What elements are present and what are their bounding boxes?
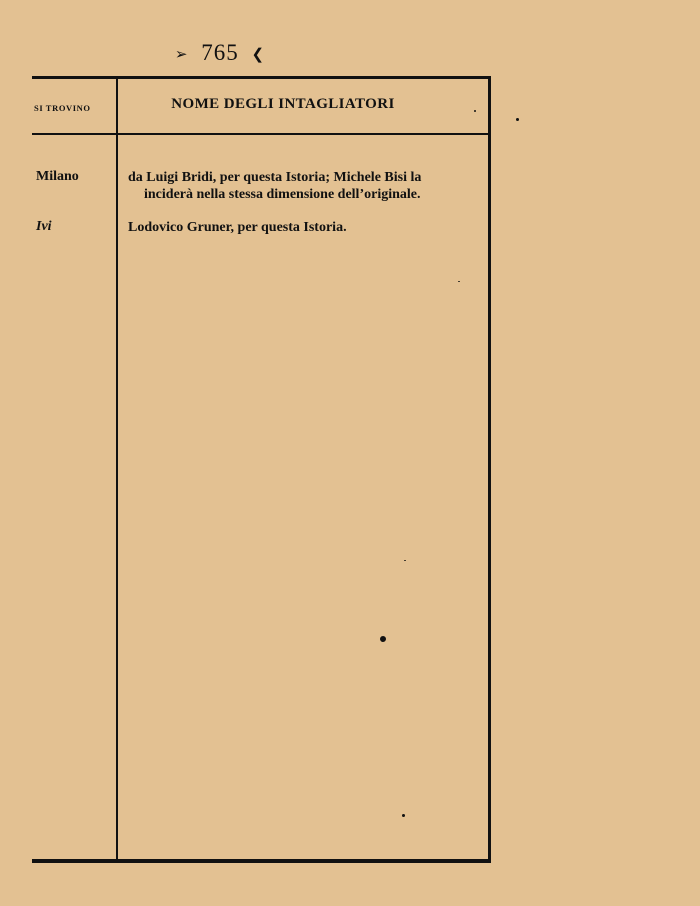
page-number: 765 bbox=[201, 40, 239, 65]
column-header-place: SI TROVINO bbox=[34, 103, 91, 113]
column-header-engravers: NOME DEGLI INTAGLIATORI bbox=[171, 96, 395, 112]
row-entry-line: da Luigi Bridi, per questa Istoria; Michele Bisi la bbox=[128, 170, 422, 185]
page-header bbox=[0, 40, 440, 66]
right-ornament-icon: ❮ bbox=[251, 47, 266, 64]
row-place: Milano bbox=[36, 169, 79, 184]
engravers-table bbox=[32, 76, 491, 863]
ink-speck bbox=[402, 814, 405, 817]
ink-speck bbox=[516, 118, 519, 121]
row-place: Ivi bbox=[36, 219, 52, 234]
ink-speck bbox=[404, 560, 406, 561]
ink-speck bbox=[380, 636, 386, 642]
ink-speck bbox=[474, 110, 476, 112]
row-entry bbox=[128, 169, 473, 203]
column-divider bbox=[116, 79, 118, 859]
ink-speck bbox=[458, 281, 460, 282]
row-entry bbox=[128, 219, 473, 236]
row-entry-line: inciderà nella stessa dimensione dell’originale. bbox=[144, 187, 421, 202]
row-entry-line: Lodovico Gruner, per questa Istoria. bbox=[128, 220, 347, 235]
left-ornament-icon: ➢ bbox=[174, 47, 189, 64]
header-rule bbox=[32, 133, 488, 135]
